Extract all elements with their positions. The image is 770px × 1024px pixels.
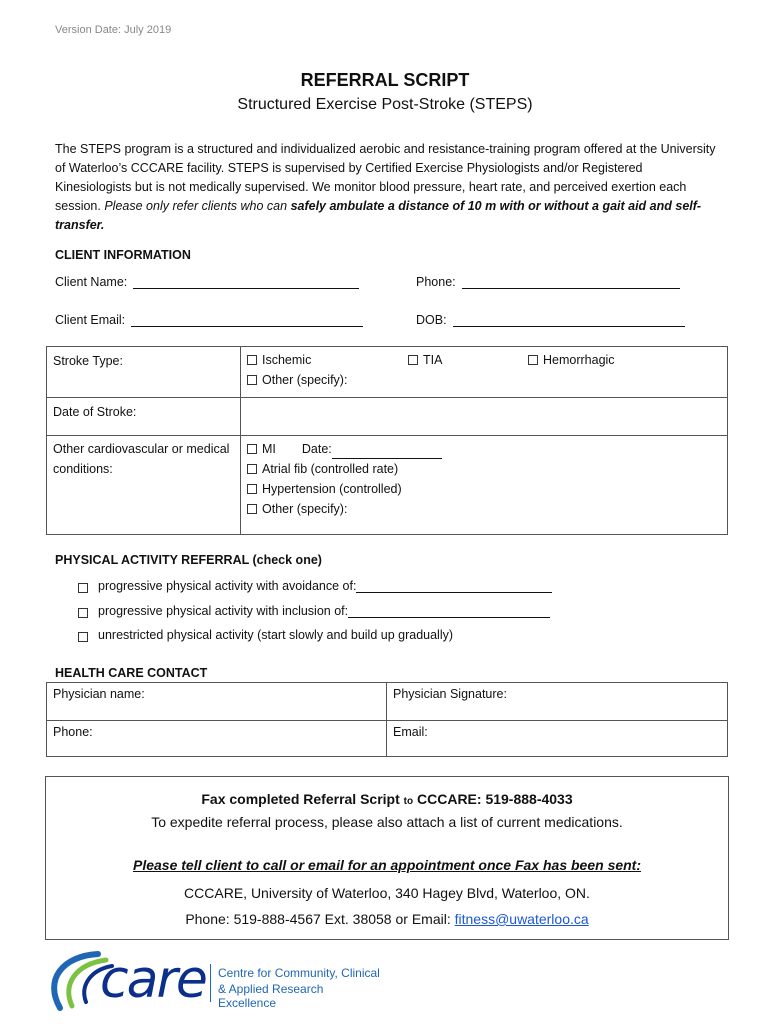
contact-line — [46, 911, 728, 927]
fax-line — [46, 791, 728, 807]
email-link[interactable]: fitness@uwaterloo.ca — [454, 911, 589, 927]
dob-input[interactable] — [453, 313, 685, 327]
pa-option-avoidance[interactable] — [78, 579, 552, 593]
hc-phone-label: Phone: — [53, 725, 93, 739]
pa-option-inclusion[interactable] — [78, 604, 550, 618]
intro-italic: Please only refer clients who can — [104, 199, 288, 213]
conditions-other-option[interactable] — [247, 499, 721, 519]
stroke-other-label: Other (specify): — [262, 373, 348, 387]
client-name-field[interactable] — [55, 275, 359, 289]
hemorrhagic-option[interactable] — [528, 350, 615, 370]
client-info-heading: CLIENT INFORMATION — [55, 248, 191, 262]
fax-line-b: CCCARE: 519-888-4033 — [417, 791, 573, 807]
mi-label: MI — [262, 442, 276, 456]
physician-name-label: Physician name: — [53, 687, 145, 701]
pa-inclusion-checkbox[interactable] — [78, 608, 88, 618]
intro-paragraph — [55, 140, 720, 235]
health-care-table — [46, 682, 728, 757]
pa-inclusion-label: progressive physical activity with inclusion of: — [98, 604, 349, 618]
afib-checkbox[interactable] — [247, 464, 257, 474]
pa-option-unrestricted[interactable] — [78, 628, 453, 642]
tia-label: TIA — [423, 353, 443, 367]
pa-unrestricted-checkbox[interactable] — [78, 632, 88, 642]
client-name-input[interactable] — [133, 275, 359, 289]
tia-option[interactable] — [408, 350, 442, 370]
dob-field[interactable] — [416, 313, 685, 327]
ischemic-label: Ischemic — [262, 353, 312, 367]
mi-option[interactable] — [247, 439, 721, 459]
page-title: REFERRAL SCRIPT — [300, 70, 470, 90]
stroke-type-label: Stroke Type: — [47, 347, 241, 398]
pa-avoidance-checkbox[interactable] — [78, 583, 88, 593]
hypertension-label: Hypertension (controlled) — [262, 482, 402, 496]
client-name-label: Client Name: — [55, 275, 128, 289]
hc-phone-cell[interactable] — [47, 721, 387, 757]
hemorrhagic-checkbox[interactable] — [528, 355, 538, 365]
intro-text: The STEPS program is a structured and individualized aerobic and resistance-training program offered at the University of Waterloo’s CCCARE facility. STEPS is supervised by Certified Exercise Physiologists and/or Registered Kinesiologists but is not medically supervised. We monitor blood pressure, heart rate, and perceived exertion each session. — [55, 142, 716, 213]
logo-caption-2: & Applied Research Excellence — [218, 982, 324, 1010]
conditions-other-label: Other (specify): — [262, 502, 348, 516]
afib-label: Atrial fib (controlled rate) — [262, 462, 399, 476]
client-email-input[interactable] — [131, 313, 363, 327]
fax-instructions-box — [45, 776, 729, 940]
stroke-other-option[interactable] — [247, 370, 721, 390]
appointment-line: Please tell client to call or email for an appointment once Fax has been sent: — [132, 857, 642, 873]
pa-avoidance-label: progressive physical activity with avoidance of: — [98, 579, 357, 593]
ischemic-checkbox[interactable] — [247, 355, 257, 365]
expedite-line: To expedite referral process, please also attach a list of current medications. — [151, 814, 623, 830]
afib-option[interactable] — [247, 459, 721, 479]
client-email-label: Client Email: — [55, 313, 126, 327]
client-email-field[interactable] — [55, 313, 363, 327]
pa-unrestricted-label: unrestricted physical activity (start slowly and build up gradually) — [98, 628, 454, 642]
pa-inclusion-input[interactable] — [348, 604, 550, 618]
logo-divider — [210, 964, 211, 1002]
phone-input[interactable] — [462, 275, 680, 289]
dob-label: DOB: — [416, 313, 447, 327]
health-care-heading: HEALTH CARE CONTACT — [55, 666, 208, 680]
fax-line-to: to — [403, 796, 414, 807]
physician-signature-label: Physician Signature: — [393, 687, 507, 701]
ischemic-option[interactable] — [247, 350, 311, 370]
phone-label: Phone: — [416, 275, 456, 289]
hemorrhagic-label: Hemorrhagic — [543, 353, 615, 367]
pa-avoidance-input[interactable] — [356, 579, 552, 593]
conditions-label: Other cardiovascular or medical conditions: — [47, 436, 241, 535]
cccare-logo — [40, 946, 380, 1016]
mi-date-input[interactable] — [332, 445, 442, 459]
phone-field[interactable] — [416, 275, 680, 289]
logo-caption-1: Centre for Community, Clinical — [218, 966, 380, 980]
conditions-other-checkbox[interactable] — [247, 504, 257, 514]
contact-prefix: Phone: 519-888-4567 Ext. 38058 or Email: — [185, 911, 451, 927]
hc-email-label: Email: — [393, 725, 428, 739]
stroke-table — [46, 346, 728, 535]
version-date: Version Date: July 2019 — [55, 24, 172, 36]
tia-checkbox[interactable] — [408, 355, 418, 365]
physician-name-cell[interactable] — [47, 683, 387, 721]
hypertension-option[interactable] — [247, 479, 721, 499]
mi-date-label: Date: — [301, 442, 332, 456]
physician-signature-cell[interactable] — [387, 683, 728, 721]
hypertension-checkbox[interactable] — [247, 484, 257, 494]
mi-checkbox[interactable] — [247, 444, 257, 454]
fax-line-a: Fax completed Referral Script — [201, 791, 400, 807]
physical-activity-heading: PHYSICAL ACTIVITY REFERRAL (check one) — [55, 553, 322, 567]
date-of-stroke-label: Date of Stroke: — [47, 398, 241, 436]
intro-bold: safely ambulate a distance of 10 m with or without a gait aid and self-transfer. — [55, 199, 702, 232]
logo-wordmark: care — [100, 950, 206, 1010]
date-of-stroke-input[interactable] — [241, 398, 728, 436]
page-subtitle: Structured Exercise Post-Stroke (STEPS) — [237, 96, 533, 113]
address-line: CCCARE, University of Waterloo, 340 Hagey Blvd, Waterloo, ON. — [184, 885, 590, 901]
stroke-other-checkbox[interactable] — [247, 375, 257, 385]
hc-email-cell[interactable] — [387, 721, 728, 757]
